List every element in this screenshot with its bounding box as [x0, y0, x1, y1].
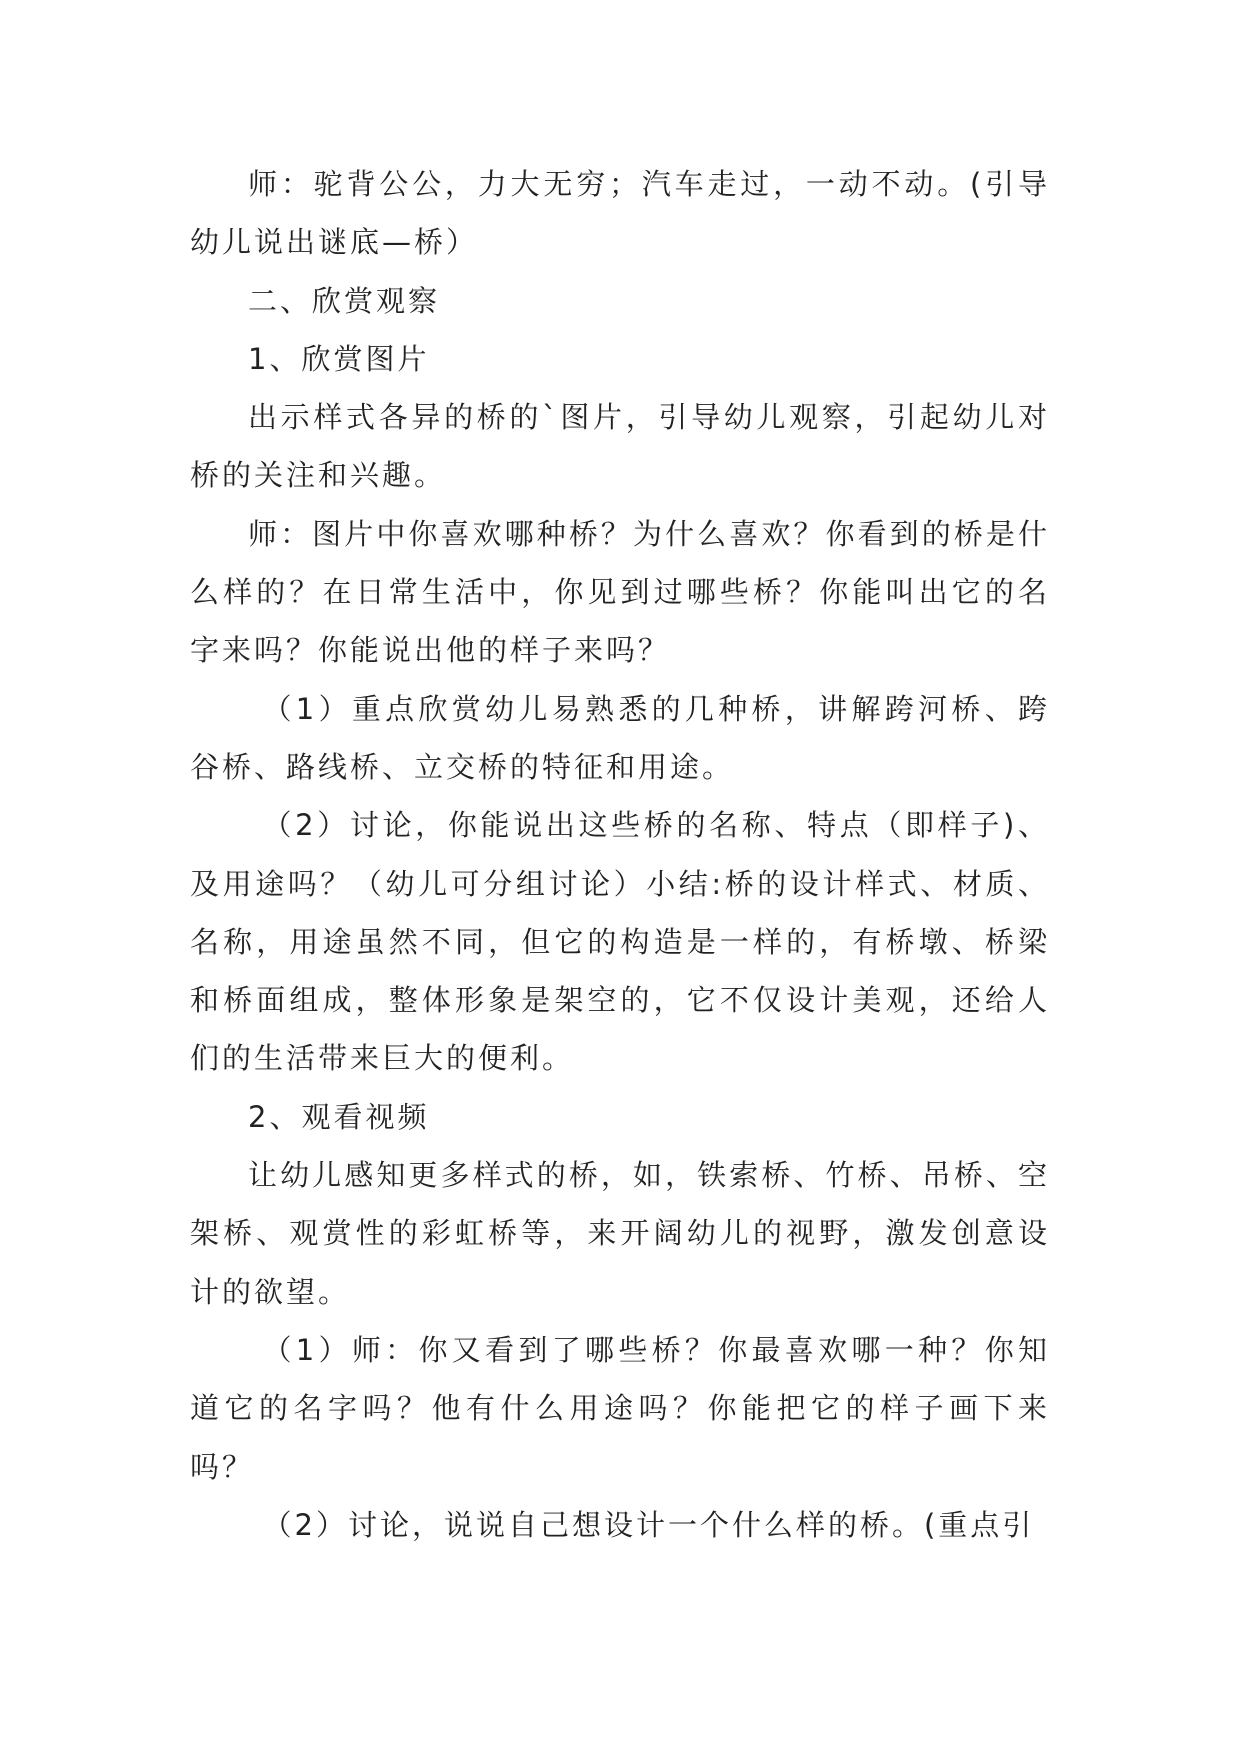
list-item: （1）重点欣赏幼儿易熟悉的几种桥，讲解跨河桥、跨谷桥、路线桥、立交桥的特征和用途。 [190, 691, 1050, 784]
paragraph-riddle: 师：驼背公公，力大无穷；汽车走过，一动不动。(引导幼儿说出谜底—桥） [190, 167, 1050, 260]
list-item: （2）讨论，说说自己想设计一个什么样的桥。(重点引 [262, 1507, 1035, 1542]
paragraph-show-pictures: 出示样式各异的桥的`图片，引导幼儿观察，引起幼儿对桥的关注和兴趣。 [190, 400, 1050, 493]
body-text [190, 155, 1050, 1554]
subsection-heading: 1、欣赏图片 [248, 341, 430, 376]
section-heading: 二、欣赏观察 [248, 283, 441, 318]
paragraph-watch-video: 让幼儿感知更多样式的桥，如，铁索桥、竹桥、吊桥、空架桥、观赏性的彩虹桥等，来开阔幼儿的视野，激发创意设计的欲望。 [190, 1158, 1050, 1309]
list-item: （1）师：你又看到了哪些桥？你最喜欢哪一种？你知道它的名字吗？他有什么用途吗？你能把它的样子画下来吗？ [190, 1332, 1050, 1484]
subsection-heading: 2、观看视频 [248, 1099, 430, 1134]
list-item: （2）讨论，你能说出这些桥的名称、特点（即样子)、及用途吗？（幼儿可分组讨论）小结:桥的设计样式、材质、名称，用途虽然不同，但它的构造是一样的，有桥墩、桥梁和桥面组成，整体形象是架空的，它不仅设计美观，还给人们的生活带来巨大的便利。 [190, 808, 1050, 1076]
paragraph-teacher-questions: 师：图片中你喜欢哪种桥？为什么喜欢？你看到的桥是什么样的？在日常生活中，你见到过哪些桥？你能叫出它的名字来吗？你能说出他的样子来吗？ [190, 516, 1050, 668]
